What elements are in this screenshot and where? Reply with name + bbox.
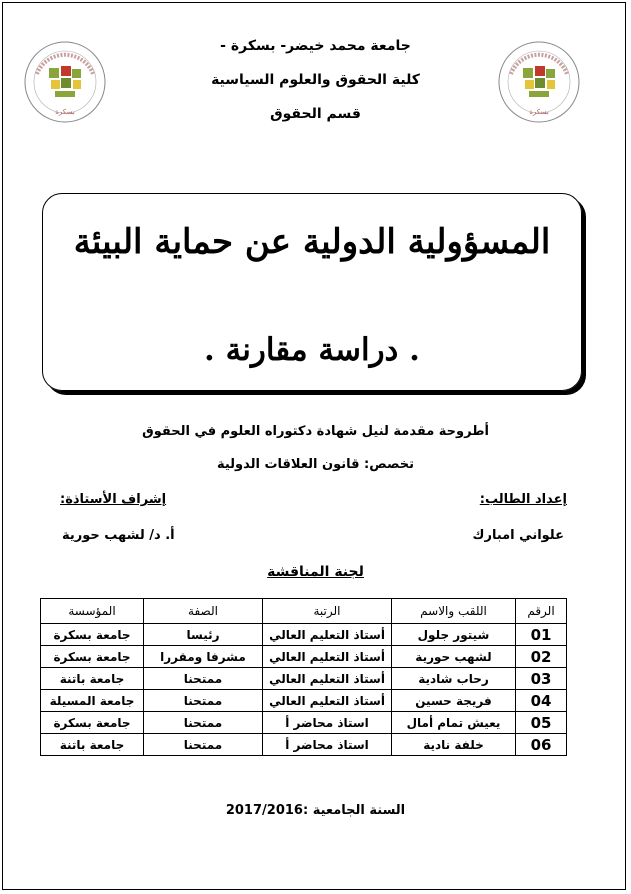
header-rank: الرتبة bbox=[263, 599, 392, 624]
page-border bbox=[2, 2, 626, 890]
thesis-title: المسؤولية الدولية عن حماية البيئة bbox=[73, 222, 551, 262]
row-number: 01 bbox=[516, 624, 567, 646]
committee-table bbox=[40, 598, 567, 756]
row-number: 04 bbox=[516, 690, 567, 712]
member-institution: جامعة بسكرة bbox=[41, 624, 144, 646]
table-row bbox=[41, 668, 567, 690]
table-row bbox=[41, 646, 567, 668]
member-role: مشرفا ومقررا bbox=[144, 646, 263, 668]
member-rank: استاذ محاضر أ bbox=[263, 712, 392, 734]
header-name: اللقب والاسم bbox=[392, 599, 516, 624]
member-name: يعيش تمام أمال bbox=[392, 712, 516, 734]
row-number: 05 bbox=[516, 712, 567, 734]
member-institution: جامعة بسكرة bbox=[41, 712, 144, 734]
supervised-by-label: إشراف الأستاذة: bbox=[60, 492, 167, 507]
committee-title: لجنة المناقشة bbox=[267, 564, 364, 580]
member-institution: جامعة باتنة bbox=[41, 734, 144, 756]
member-name: رحاب شادية bbox=[392, 668, 516, 690]
table-row bbox=[41, 712, 567, 734]
member-role: ممتحنا bbox=[144, 712, 263, 734]
seal-caption-left: بسكرة bbox=[55, 108, 75, 116]
member-rank: أستاذ التعليم العالي bbox=[263, 624, 392, 646]
row-number: 03 bbox=[516, 668, 567, 690]
member-rank: أستاذ التعليم العالي bbox=[263, 646, 392, 668]
academic-year: السنة الجامعية :2017/2016 bbox=[225, 803, 406, 818]
member-rank: أستاذ التعليم العالي bbox=[263, 690, 392, 712]
member-role: ممتحنا bbox=[144, 690, 263, 712]
row-number: 02 bbox=[516, 646, 567, 668]
row-number: 06 bbox=[516, 734, 567, 756]
member-institution: جامعة المسيلة bbox=[41, 690, 144, 712]
thesis-description: أطروحة مقدمة لنيل شهادة دكتوراه العلوم في الحقوق bbox=[142, 424, 489, 439]
member-name: فريجة حسين bbox=[392, 690, 516, 712]
member-institution: جامعة بسكرة bbox=[41, 646, 144, 668]
header-number: الرقم bbox=[516, 599, 567, 624]
university-seal-left-icon bbox=[23, 40, 107, 124]
student-name: علواني امبارك bbox=[472, 528, 564, 543]
thesis-specialty: تخصص: قانون العلاقات الدولية bbox=[216, 457, 415, 472]
member-name: شيتور جلول bbox=[392, 624, 516, 646]
title-box bbox=[42, 193, 582, 391]
university-seal-right-icon bbox=[497, 40, 581, 124]
header-role: الصفة bbox=[144, 599, 263, 624]
table-row bbox=[41, 734, 567, 756]
member-role: ممتحنا bbox=[144, 734, 263, 756]
member-role: رئيسا bbox=[144, 624, 263, 646]
table-row bbox=[41, 690, 567, 712]
member-rank: استاذ محاضر أ bbox=[263, 734, 392, 756]
table-header-row bbox=[41, 599, 567, 624]
supervisor-name: أ. د/ لشهب حورية bbox=[62, 528, 175, 543]
header-institution: المؤسسة bbox=[41, 599, 144, 624]
member-name: خلفة نادية bbox=[392, 734, 516, 756]
prepared-by-label: إعداد الطالب: bbox=[479, 492, 567, 507]
member-institution: جامعة باتنة bbox=[41, 668, 144, 690]
member-rank: أستاذ التعليم العالي bbox=[263, 668, 392, 690]
seal-caption-right: بسكرة bbox=[529, 108, 549, 116]
member-name: لشهب حورية bbox=[392, 646, 516, 668]
thesis-subtitle: . دراسة مقارنة . bbox=[204, 332, 420, 368]
table-row bbox=[41, 624, 567, 646]
faculty-name: كلية الحقوق والعلوم السياسية bbox=[211, 72, 420, 88]
university-name: جامعة محمد خيضر- بسكرة - bbox=[220, 38, 411, 54]
member-role: ممتحنا bbox=[144, 668, 263, 690]
department-name: قسم الحقوق bbox=[270, 106, 361, 122]
